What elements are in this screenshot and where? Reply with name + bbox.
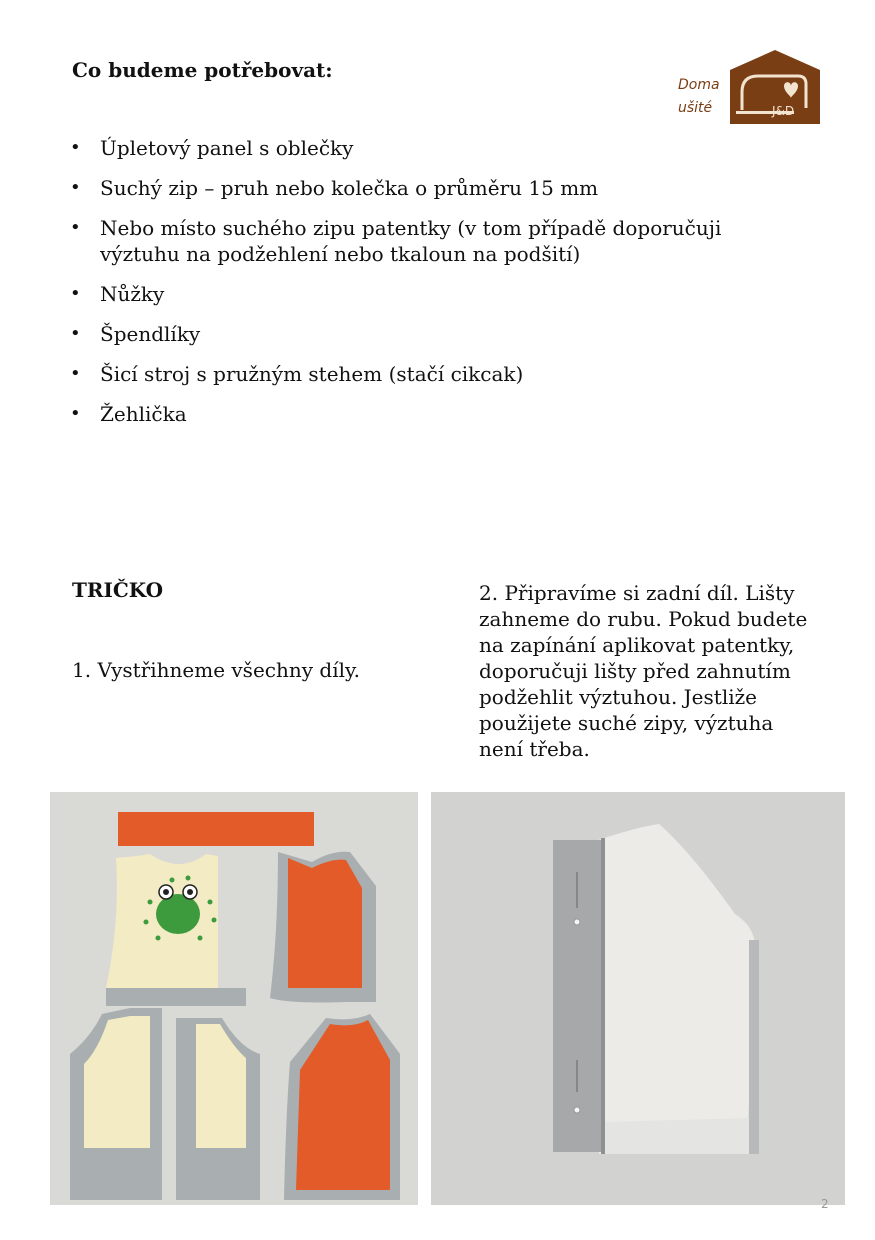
cut-pieces-illustration	[50, 792, 418, 1205]
back-piece-illustration	[431, 792, 845, 1205]
list-item: • Šicí stroj s pružným stehem (stačí cikcak)	[70, 361, 770, 387]
list-item: • Nůžky	[70, 281, 770, 307]
list-item: • Špendlíky	[70, 321, 770, 347]
logo-text-line1: Doma	[678, 77, 720, 93]
step-1-text: 1. Vystřihneme všechny díly.	[72, 658, 360, 682]
needs-list	[70, 135, 770, 441]
logo-text	[678, 74, 730, 120]
back-piece-photo	[431, 792, 845, 1205]
list-item: • Žehlička	[70, 401, 770, 427]
page-number: 2	[821, 1197, 829, 1211]
list-item: • Nebo místo suchého zipu patentky (v tom případě doporučuji výztuhu na podžehlení nebo tkaloun na podšití)	[70, 215, 770, 267]
step-2-text: 2. Připravíme si zadní díl. Lišty zahneme do rubu. Pokud budete na zapínání aplikovat patentky, doporučuji lišty před zahnutím podžehlit výztuhou. Jestliže použijete suché zipy, výztuha není třeba.	[479, 581, 808, 761]
section-title-tricko: TRIČKO	[72, 578, 164, 602]
list-item: • Suchý zip – pruh nebo kolečka o průměru 15 mm	[70, 175, 770, 201]
logo-text-line2: ušité	[678, 100, 713, 116]
section-heading-needs: Co budeme potřebovat:	[72, 58, 333, 82]
logo-initials: J&D	[772, 104, 795, 118]
list-item: • Úpletový panel s oblečky	[70, 135, 770, 161]
cut-pieces-photo	[50, 792, 418, 1205]
doma-usite-logo	[678, 48, 822, 126]
